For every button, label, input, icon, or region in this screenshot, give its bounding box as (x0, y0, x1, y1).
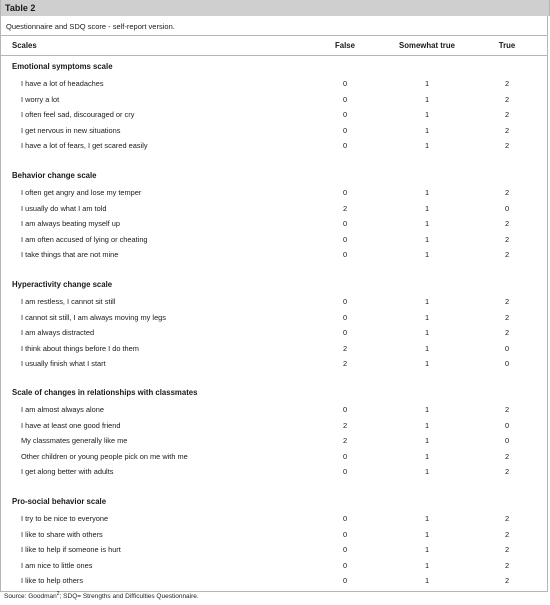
score-false: 0 (342, 141, 348, 150)
score-false: 0 (342, 188, 348, 197)
score-true: 2 (504, 312, 510, 322)
item-label: I think about things before I do them (21, 343, 139, 353)
score-somewhat: 1 (424, 343, 430, 353)
score-true: 2 (504, 250, 510, 259)
item-label: I am restless, I cannot sit still (21, 297, 116, 306)
score-false: 0 (342, 219, 348, 228)
score-true: 2 (504, 467, 510, 476)
score-true: 0 (504, 359, 510, 368)
item-label: I usually do what I am told (21, 203, 107, 213)
score-true: 0 (504, 203, 510, 213)
score-somewhat: 1 (424, 297, 430, 306)
item-label: I like to share with others (21, 529, 103, 539)
item-label: I take things that are not mine (21, 250, 119, 259)
score-false: 2 (342, 203, 348, 213)
score-true: 2 (504, 94, 510, 104)
score-true: 2 (504, 219, 510, 228)
score-somewhat: 1 (424, 514, 430, 523)
score-somewhat: 1 (424, 234, 430, 244)
score-false: 2 (342, 436, 348, 445)
score-true: 2 (504, 188, 510, 197)
score-somewhat: 1 (424, 203, 430, 213)
score-false: 0 (342, 312, 348, 322)
section-header: Behavior change scale (12, 171, 97, 180)
item-label: I am almost always alone (21, 405, 104, 414)
score-somewhat: 1 (424, 451, 430, 461)
section-header: Pro-social behavior scale (12, 497, 107, 506)
column-header-somewhat-true: Somewhat true (399, 41, 455, 50)
item-label: My classmates generally like me (21, 436, 128, 445)
score-false: 2 (342, 420, 348, 430)
footnote-abbreviation: ; SDQ= Strengths and Difficulties Questionnaire. (59, 593, 199, 600)
score-true: 2 (504, 79, 510, 88)
item-label: I worry a lot (21, 94, 60, 104)
item-label: Other children or young people pick on me with me (21, 451, 188, 461)
score-true: 0 (504, 420, 510, 430)
score-false: 0 (342, 110, 348, 119)
score-false: 0 (342, 451, 348, 461)
score-somewhat: 1 (424, 467, 430, 476)
score-somewhat: 1 (424, 219, 430, 228)
score-true: 2 (504, 297, 510, 306)
column-header-true: True (498, 41, 516, 50)
score-false: 0 (342, 297, 348, 306)
column-header-false: False (335, 41, 355, 50)
footnote-source: Source: Goodman (4, 593, 57, 600)
header-bottom-rule (1, 55, 547, 56)
score-true: 2 (504, 141, 510, 150)
score-false: 0 (342, 234, 348, 244)
score-false: 0 (342, 125, 348, 135)
score-true: 2 (504, 110, 510, 119)
score-true: 2 (504, 576, 510, 585)
score-false: 0 (342, 250, 348, 259)
score-somewhat: 1 (424, 436, 430, 445)
score-false: 0 (342, 328, 348, 337)
item-label: I try to be nice to everyone (21, 514, 109, 523)
score-somewhat: 1 (424, 125, 430, 135)
score-somewhat: 1 (424, 188, 430, 197)
score-somewhat: 1 (424, 110, 430, 119)
table-title: Table 2 (5, 3, 36, 13)
score-false: 0 (342, 405, 348, 414)
item-label: I am always beating myself up (21, 219, 120, 228)
score-false: 2 (342, 359, 348, 368)
column-header-scales: Scales (12, 41, 37, 50)
score-somewhat: 1 (424, 420, 430, 430)
score-false: 0 (342, 467, 348, 476)
score-true: 2 (504, 560, 510, 570)
score-false: 0 (342, 79, 348, 88)
table-footnote (4, 592, 199, 601)
score-true: 2 (504, 529, 510, 539)
score-somewhat: 1 (424, 529, 430, 539)
score-false: 0 (342, 514, 348, 523)
item-label: I have a lot of headaches (21, 79, 104, 88)
score-true: 2 (504, 514, 510, 523)
score-true: 0 (504, 436, 510, 445)
score-somewhat: 1 (424, 141, 430, 150)
item-label: I am always distracted (21, 328, 95, 337)
score-somewhat: 1 (424, 405, 430, 414)
item-label: I have at least one good friend (21, 420, 121, 430)
table-caption: Questionnaire and SDQ score - self-report version. (6, 22, 175, 31)
item-label: I am often accused of lying or cheating (21, 234, 148, 244)
item-label: I cannot sit still, I am always moving my legs (21, 312, 166, 322)
score-somewhat: 1 (424, 94, 430, 104)
item-label: I get along better with adults (21, 467, 114, 476)
score-somewhat: 1 (424, 79, 430, 88)
item-label: I get nervous in new situations (21, 125, 121, 135)
section-header: Emotional symptoms scale (12, 62, 113, 71)
score-true: 0 (504, 343, 510, 353)
score-somewhat: 1 (424, 250, 430, 259)
score-true: 2 (504, 234, 510, 244)
table-title-bar (0, 0, 550, 16)
section-header: Hyperactivity change scale (12, 280, 113, 289)
score-true: 2 (504, 545, 510, 554)
score-false: 0 (342, 576, 348, 585)
score-somewhat: 1 (424, 545, 430, 554)
section-header: Scale of changes in relationships with classmates (12, 388, 198, 397)
item-label: I usually finish what I start (21, 359, 106, 368)
score-true: 2 (504, 328, 510, 337)
item-label: I am nice to little ones (21, 560, 93, 570)
item-label: I like to help others (21, 576, 84, 585)
score-true: 2 (504, 405, 510, 414)
header-top-rule (1, 35, 547, 36)
score-somewhat: 1 (424, 312, 430, 322)
score-true: 2 (504, 451, 510, 461)
item-label: I often get angry and lose my temper (21, 188, 142, 197)
score-false: 0 (342, 94, 348, 104)
score-somewhat: 1 (424, 328, 430, 337)
score-false: 2 (342, 343, 348, 353)
score-somewhat: 1 (424, 560, 430, 570)
score-false: 0 (342, 529, 348, 539)
item-label: I have a lot of fears, I get scared easily (21, 141, 148, 150)
score-true: 2 (504, 125, 510, 135)
item-label: I often feel sad, discouraged or cry (21, 110, 135, 119)
footnote-reference: 2 (56, 590, 60, 597)
item-label: I like to help if someone is hurt (21, 545, 121, 554)
score-false: 0 (342, 560, 348, 570)
score-somewhat: 1 (424, 359, 430, 368)
score-somewhat: 1 (424, 576, 430, 585)
score-false: 0 (342, 545, 348, 554)
